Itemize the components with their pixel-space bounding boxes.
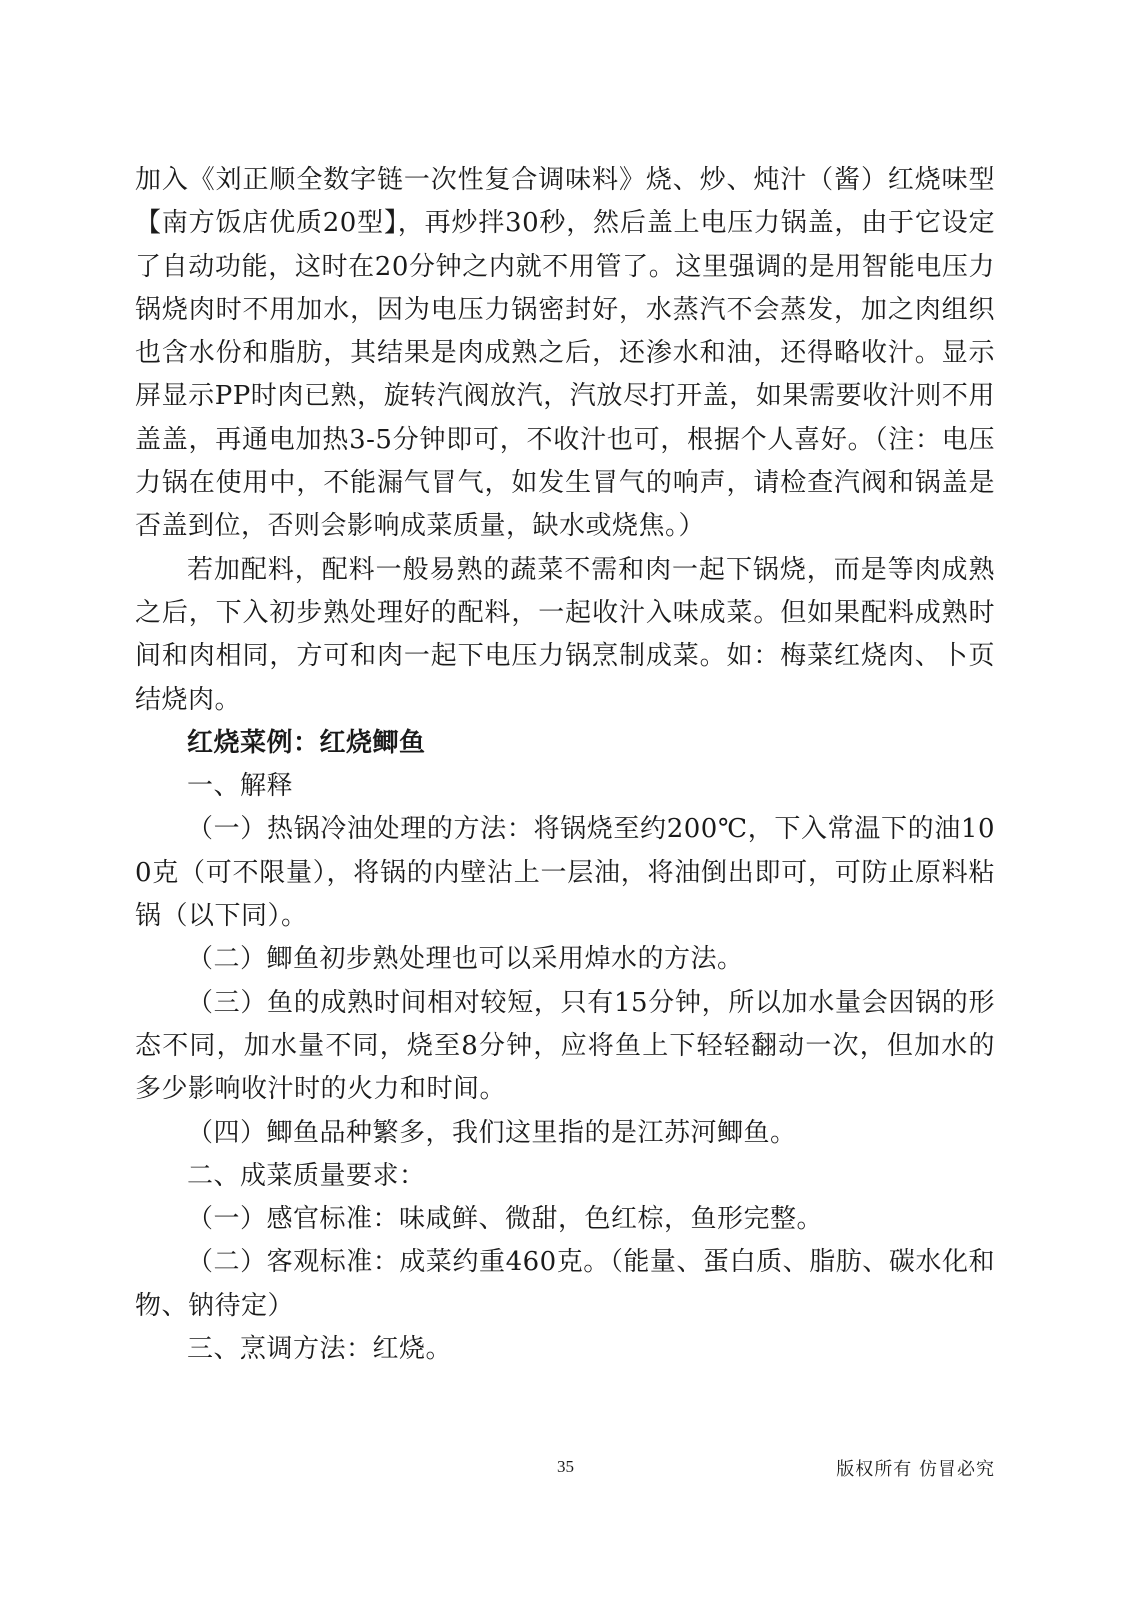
paragraph-side-ingredients: 若加配料，配料一般易熟的蔬菜不需和肉一起下锅烧，而是等肉成熟之后，下入初步熟处理好的配料，一起收汁入味成菜。但如果配料成熟时间和肉相同，方可和肉一起下电压力锅烹制成菜。如：梅菜红烧肉、卜页结烧肉。 [135,554,995,715]
recipe-example-heading: 红烧菜例：红烧鲫鱼 [187,727,426,758]
explanation-item-2: （二）鲫鱼初步熟处理也可以采用焯水的方法。 [187,944,744,975]
page-number: 35 [557,1457,574,1476]
explanation-item-4: （四）鲫鱼品种繁多，我们这里指的是江苏河鲫鱼。 [187,1117,797,1148]
copyright-notice: 版权所有 仿冒必究 [836,1459,995,1480]
quality-item-2: （二）客观标准：成菜约重460克。（能量、蛋白质、脂肪、碳水化和物、钠待定） [135,1247,995,1321]
explanation-item-1: （一）热锅冷油处理的方法：将锅烧至约200℃，下入常温下的油100克（可不限量），将锅的内壁沾上一层油，将油倒出即可，可防止原料粘锅（以下同）。 [135,814,995,932]
quality-item-1: （一）感官标准：味咸鲜、微甜，色红棕，鱼形完整。 [187,1204,824,1235]
section-heading-quality: 二、成菜质量要求： [187,1160,426,1191]
paragraph-recipe-continuation: 加入《刘正顺全数字链一次性复合调味料》烧、炒、炖汁（酱）红烧味型【南方饭店优质20型】，再炒拌30秒，然后盖上电压力锅盖，由于它设定了自动功能，这时在20分钟之内就不用管了。这里强调的是用智能电压力锅烧肉时不用加水，因为电压力锅密封好，水蒸汽不会蒸发，加之肉组织也含水份和脂肪，其结果是肉成熟之后，还渗水和油，还得略收汁。显示屏显示PP时肉已熟，旋转汽阀放汽，汽放尽打开盖，如果需要收汁则不用盖盖，再通电加热3-5分钟即可，不收汁也可，根据个人喜好。（注：电压力锅在使用中，不能漏气冒气，如发生冒气的响声，请检查汽阀和锅盖是否盖到位，否则会影响成菜质量，缺水或烧焦。） [135,165,995,542]
explanation-item-3: （三）鱼的成熟时间相对较短，只有15分钟，所以加水量会因锅的形态不同，加水量不同，烧至8分钟，应将鱼上下轻轻翻动一次，但加水的多少影响收汁时的火力和时间。 [135,987,995,1105]
document-body [135,159,995,1371]
section-heading-explanation: 一、解释 [187,771,294,802]
section-heading-method: 三、烹调方法：红烧。 [187,1334,453,1365]
